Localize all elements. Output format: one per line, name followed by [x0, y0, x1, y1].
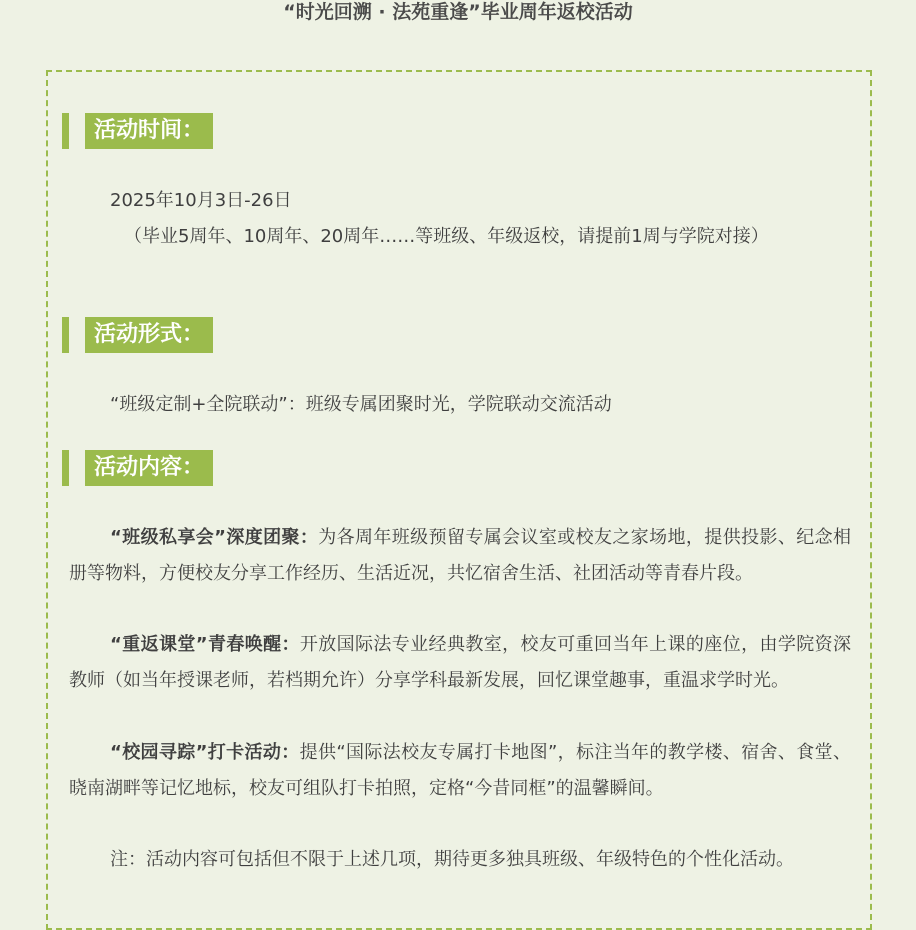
content-item-text: 为各周年班级预留专属会议室或校友之家场地，提供投影、纪念相册等物料，方便校友分享工作经历、生活近况，共忆宿舍生活、社团活动等青春片段。 [69, 527, 851, 584]
section-accent-bar [62, 317, 69, 353]
activity-format-text: “班级定制+全院联动”：班级专属团聚时光，学院联动交流活动 [110, 394, 612, 415]
content-item-text: 提供“国际法校友专属打卡地图”，标注当年的教学楼、宿舍、食堂、晓南湖畔等记忆地标，校友可组队打卡拍照，定格“今昔同框”的温馨瞬间。 [69, 742, 851, 799]
content-note: 注：活动内容可包括但不限于上述几项，期待更多独具班级、年级特色的个性化活动。 [110, 849, 794, 870]
page-title: “时光回溯 · 法苑重逢”毕业周年返校活动 [283, 1, 633, 23]
activity-time-note: （毕业5周年、10周年、20周年……等班级、年级返校，请提前1周与学院对接） [124, 226, 769, 247]
content-item [69, 735, 851, 806]
content-item-title: “班级私享会”深度团聚： [110, 527, 319, 548]
section-heading-content [62, 450, 213, 486]
section-heading-label: 活动内容： [85, 450, 213, 486]
content-item-text: 开放国际法专业经典教室，校友可重回当年上课的座位，由学院资深教师（如当年授课老师，若档期允许）分享学科最新发展，回忆课堂趣事，重温求学时光。 [69, 634, 851, 691]
section-accent-bar [62, 113, 69, 149]
section-heading-format [62, 317, 213, 353]
content-item [69, 520, 851, 591]
section-heading-label: 活动时间： [85, 113, 213, 149]
section-heading-label: 活动形式： [85, 317, 213, 353]
activity-date: 2025年10月3日-26日 [110, 190, 292, 211]
content-item-title: “重返课堂”青春唤醒： [110, 634, 300, 655]
content-item [69, 627, 851, 698]
content-item-title: “校园寻踪”打卡活动： [110, 742, 300, 763]
section-accent-bar [62, 450, 69, 486]
section-heading-time [62, 113, 213, 149]
